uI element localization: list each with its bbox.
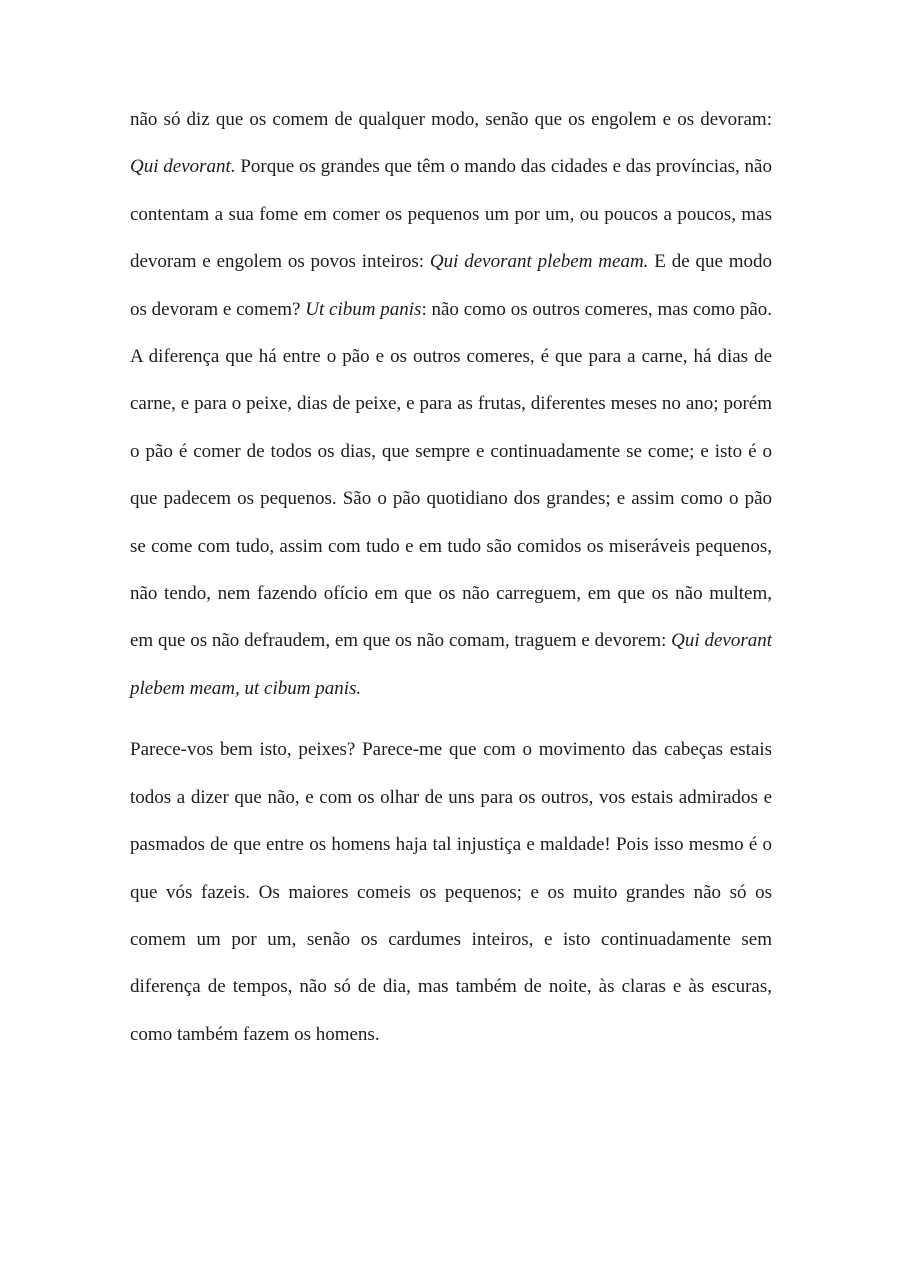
document-page — [130, 96, 772, 1058]
paragraph-2 — [130, 726, 772, 1058]
latin-quote: Qui devorant plebem meam. — [429, 251, 649, 273]
text-segment: : não como os outros comeres, mas como pão. A diferença que há entre o pão e os outros comeres, é que para a carne, há dias de carne, e para o peixe, dias de peixe, e para as frutas, diferentes meses no ano; porém o pão é comer de todos os dias, que sempre e continuadamente se come; e isto é o que padecem os pequenos. São o pão quotidiano dos grandes; e assim como o pão se come com tudo, assim com tudo e em tudo são comidos os miseráveis pequenos, não tendo, nem fazendo ofício em que os não carreguem, em que os não multem, em que os não defraudem, em que os não comam, traguem e devorem: — [130, 298, 773, 652]
text-segment: não só diz que os comem de qualquer modo, senão que os engolem e os devoram: — [130, 109, 772, 130]
latin-quote: Qui devorant plebem meam, ut cibum panis. — [130, 630, 772, 699]
text-segment: E de que modo os devoram e comem? — [130, 251, 772, 320]
text-segment: Porque os grandes que têm o mando das cidades e das províncias, não contentam a sua fome em comer os pequenos um por um, ou poucos a poucos, mas devoram e engolem os povos inteiros: — [130, 156, 772, 273]
latin-quote: Ut cibum panis — [305, 298, 422, 320]
text-segment: Parece-vos bem isto, peixes? Parece-me que com o movimento das cabeças estais todos a dizer que não, e com os olhar de uns para os outros, vos estais admirados e pasmados de que entre os homens haja tal injustiça e maldade! Pois isso mesmo é o que vós fazeis. Os maiores comeis os pequenos; e os muito grandes não só os comem um por um, senão os cardumes inteiros, e isto continuadamente sem diferença de tempos, não só de dia, mas também de noite, às claras e às escuras, como também fazem os homens. — [130, 739, 772, 1045]
latin-quote: Qui devorant. — [130, 156, 236, 178]
paragraph-1 — [130, 96, 772, 712]
